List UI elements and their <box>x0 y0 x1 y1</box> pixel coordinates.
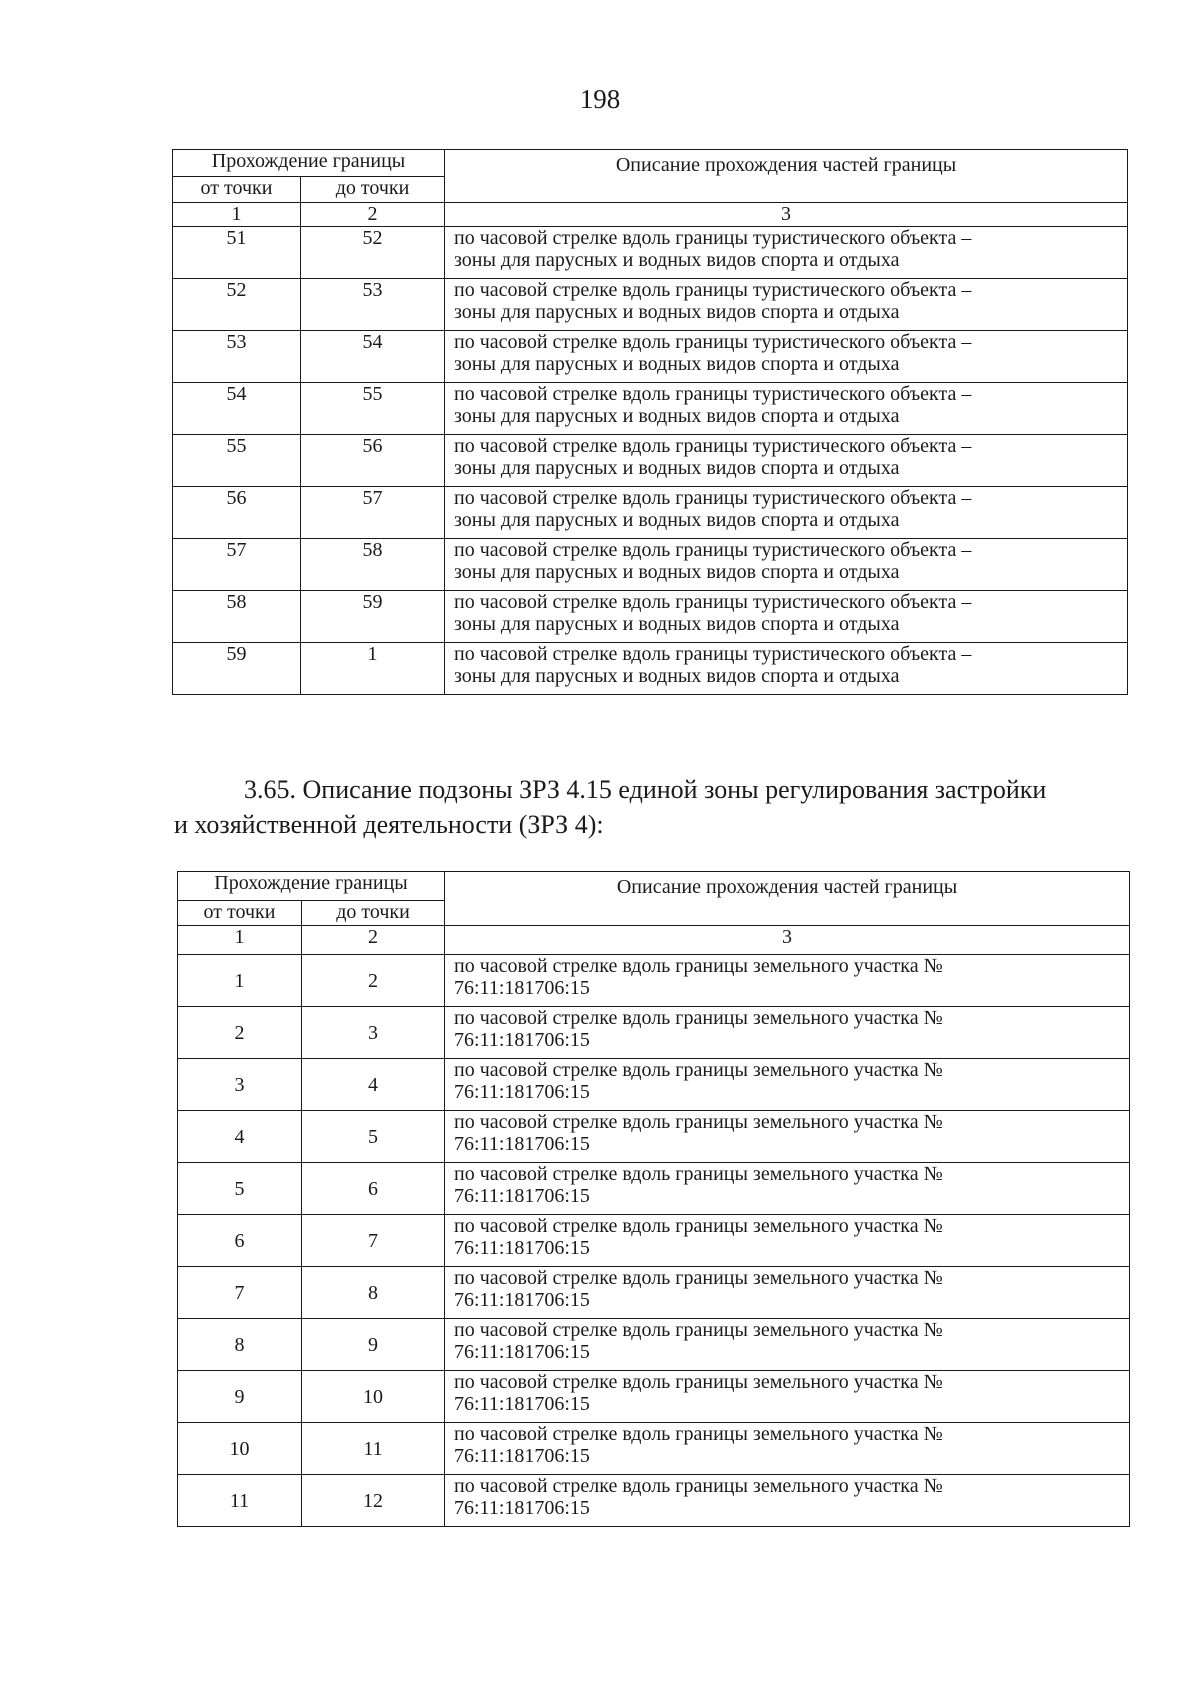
column-number-3: 3 <box>445 926 1130 955</box>
description-line-1: по часовой стрелке вдоль границы туристического объекта – <box>454 487 972 509</box>
table-row <box>178 1423 1130 1475</box>
description-line-1: по часовой стрелке вдоль границы земельного участка № <box>454 955 943 977</box>
description-cell <box>445 1163 1130 1215</box>
description-cell <box>445 1319 1130 1371</box>
header-from-point: от точки <box>178 901 302 926</box>
header-to-point: до точки <box>302 901 445 926</box>
from-point-cell: 7 <box>178 1267 302 1319</box>
to-point-cell: 59 <box>301 591 445 643</box>
description-line-2: 76:11:181706:15 <box>454 1289 590 1311</box>
from-point-cell: 55 <box>173 435 301 487</box>
to-point-cell: 58 <box>301 539 445 591</box>
table-row <box>173 539 1128 591</box>
description-line-1: по часовой стрелке вдоль границы туристического объекта – <box>454 591 972 613</box>
section-title <box>174 772 1134 842</box>
description-cell <box>445 1267 1130 1319</box>
from-point-cell: 56 <box>173 487 301 539</box>
table-row <box>173 383 1128 435</box>
to-point-cell: 7 <box>302 1215 445 1267</box>
description-line-1: по часовой стрелке вдоль границы туристического объекта – <box>454 383 972 405</box>
description-line-2: зоны для парусных и водных видов спорта и отдыха <box>454 301 900 323</box>
table-row <box>173 227 1128 279</box>
description-cell <box>445 383 1128 435</box>
boundary-table-1 <box>172 149 1128 695</box>
header-passage: Прохождение границы <box>178 872 445 901</box>
description-cell <box>445 591 1128 643</box>
to-point-cell: 56 <box>301 435 445 487</box>
description-line-2: зоны для парусных и водных видов спорта и отдыха <box>454 665 900 687</box>
table-row <box>173 331 1128 383</box>
from-point-cell: 59 <box>173 643 301 695</box>
to-point-cell: 4 <box>302 1059 445 1111</box>
description-line-2: зоны для парусных и водных видов спорта и отдыха <box>454 509 900 531</box>
description-line-2: зоны для парусных и водных видов спорта и отдыха <box>454 249 900 271</box>
description-line-2: зоны для парусных и водных видов спорта и отдыха <box>454 613 900 635</box>
description-cell <box>445 539 1128 591</box>
description-cell <box>445 1215 1130 1267</box>
description-line-1: по часовой стрелке вдоль границы земельного участка № <box>454 1371 943 1393</box>
description-cell <box>445 1007 1130 1059</box>
from-point-cell: 6 <box>178 1215 302 1267</box>
description-line-1: по часовой стрелке вдоль границы земельного участка № <box>454 1059 943 1081</box>
from-point-cell: 52 <box>173 279 301 331</box>
description-line-2: 76:11:181706:15 <box>454 977 590 999</box>
description-line-2: 76:11:181706:15 <box>454 1341 590 1363</box>
to-point-cell: 8 <box>302 1267 445 1319</box>
to-point-cell: 12 <box>302 1475 445 1527</box>
description-line-2: 76:11:181706:15 <box>454 1393 590 1415</box>
boundary-table-2 <box>177 871 1130 1527</box>
table-row <box>178 1059 1130 1111</box>
description-line-2: 76:11:181706:15 <box>454 1133 590 1155</box>
from-point-cell: 58 <box>173 591 301 643</box>
description-cell <box>445 1475 1130 1527</box>
table-row <box>178 1319 1130 1371</box>
to-point-cell: 11 <box>302 1423 445 1475</box>
to-point-cell: 57 <box>301 487 445 539</box>
from-point-cell: 9 <box>178 1371 302 1423</box>
description-cell <box>445 487 1128 539</box>
column-number-2: 2 <box>301 203 445 227</box>
description-cell <box>445 643 1128 695</box>
table-row <box>178 1267 1130 1319</box>
header-to-point: до точки <box>301 177 445 203</box>
description-line-1: по часовой стрелке вдоль границы земельного участка № <box>454 1163 943 1185</box>
table-row <box>178 1163 1130 1215</box>
description-line-2: 76:11:181706:15 <box>454 1029 590 1051</box>
from-point-cell: 1 <box>178 955 302 1007</box>
header-from-point: от точки <box>173 177 301 203</box>
description-line-1: по часовой стрелке вдоль границы земельного участка № <box>454 1423 943 1445</box>
description-line-1: по часовой стрелке вдоль границы туристического объекта – <box>454 435 972 457</box>
description-line-1: по часовой стрелке вдоль границы земельного участка № <box>454 1111 943 1133</box>
to-point-cell: 5 <box>302 1111 445 1163</box>
table-row <box>178 1215 1130 1267</box>
description-line-1: по часовой стрелке вдоль границы туристического объекта – <box>454 643 972 665</box>
table-row <box>178 1371 1130 1423</box>
header-description: Описание прохождения частей границы <box>445 872 1130 926</box>
from-point-cell: 57 <box>173 539 301 591</box>
from-point-cell: 5 <box>178 1163 302 1215</box>
description-line-1: по часовой стрелке вдоль границы земельного участка № <box>454 1007 943 1029</box>
description-cell <box>445 227 1128 279</box>
from-point-cell: 8 <box>178 1319 302 1371</box>
description-cell <box>445 1423 1130 1475</box>
section-title-line-1: 3.65. Описание подзоны ЗРЗ 4.15 единой зоны регулирования застройки <box>244 775 1047 804</box>
to-point-cell: 54 <box>301 331 445 383</box>
table-row <box>178 1475 1130 1527</box>
description-line-1: по часовой стрелке вдоль границы земельного участка № <box>454 1319 943 1341</box>
column-number-2: 2 <box>302 926 445 955</box>
to-point-cell: 9 <box>302 1319 445 1371</box>
description-cell <box>445 331 1128 383</box>
to-point-cell: 55 <box>301 383 445 435</box>
section-title-line-2: и хозяйственной деятельности (ЗРЗ 4): <box>174 810 604 839</box>
to-point-cell: 10 <box>302 1371 445 1423</box>
description-line-1: по часовой стрелке вдоль границы туристического объекта – <box>454 279 972 301</box>
description-cell <box>445 1059 1130 1111</box>
description-line-1: по часовой стрелке вдоль границы земельного участка № <box>454 1475 943 1497</box>
table-row <box>178 955 1130 1007</box>
table-1-body <box>173 227 1128 695</box>
from-point-cell: 11 <box>178 1475 302 1527</box>
description-cell <box>445 1111 1130 1163</box>
description-line-2: 76:11:181706:15 <box>454 1237 590 1259</box>
description-line-2: 76:11:181706:15 <box>454 1445 590 1467</box>
header-description: Описание прохождения частей границы <box>445 150 1128 203</box>
description-cell <box>445 279 1128 331</box>
description-line-2: 76:11:181706:15 <box>454 1185 590 1207</box>
to-point-cell: 53 <box>301 279 445 331</box>
description-line-1: по часовой стрелке вдоль границы туристического объекта – <box>454 539 972 561</box>
from-point-cell: 2 <box>178 1007 302 1059</box>
to-point-cell: 6 <box>302 1163 445 1215</box>
table-row <box>173 279 1128 331</box>
page-number: 198 <box>579 84 621 114</box>
description-line-1: по часовой стрелке вдоль границы туристического объекта – <box>454 227 972 249</box>
to-point-cell: 1 <box>301 643 445 695</box>
table-row <box>173 643 1128 695</box>
description-cell <box>445 1371 1130 1423</box>
table-row <box>173 487 1128 539</box>
description-line-2: зоны для парусных и водных видов спорта и отдыха <box>454 561 900 583</box>
from-point-cell: 10 <box>178 1423 302 1475</box>
table-row <box>178 1007 1130 1059</box>
description-line-2: зоны для парусных и водных видов спорта и отдыха <box>454 353 900 375</box>
description-cell <box>445 435 1128 487</box>
header-passage: Прохождение границы <box>173 150 445 177</box>
description-line-1: по часовой стрелке вдоль границы земельного участка № <box>454 1267 943 1289</box>
description-line-2: зоны для парусных и водных видов спорта и отдыха <box>454 457 900 479</box>
column-number-3: 3 <box>445 203 1128 227</box>
to-point-cell: 52 <box>301 227 445 279</box>
column-number-1: 1 <box>178 926 302 955</box>
description-cell <box>445 955 1130 1007</box>
table-row <box>173 435 1128 487</box>
description-line-1: по часовой стрелке вдоль границы туристического объекта – <box>454 331 972 353</box>
description-line-2: 76:11:181706:15 <box>454 1081 590 1103</box>
table-2-body <box>178 955 1130 1527</box>
description-line-2: 76:11:181706:15 <box>454 1497 590 1519</box>
description-line-1: по часовой стрелке вдоль границы земельного участка № <box>454 1215 943 1237</box>
from-point-cell: 51 <box>173 227 301 279</box>
from-point-cell: 54 <box>173 383 301 435</box>
from-point-cell: 53 <box>173 331 301 383</box>
from-point-cell: 4 <box>178 1111 302 1163</box>
table-row <box>173 591 1128 643</box>
from-point-cell: 3 <box>178 1059 302 1111</box>
column-number-1: 1 <box>173 203 301 227</box>
table-row <box>178 1111 1130 1163</box>
to-point-cell: 3 <box>302 1007 445 1059</box>
to-point-cell: 2 <box>302 955 445 1007</box>
description-line-2: зоны для парусных и водных видов спорта и отдыха <box>454 405 900 427</box>
